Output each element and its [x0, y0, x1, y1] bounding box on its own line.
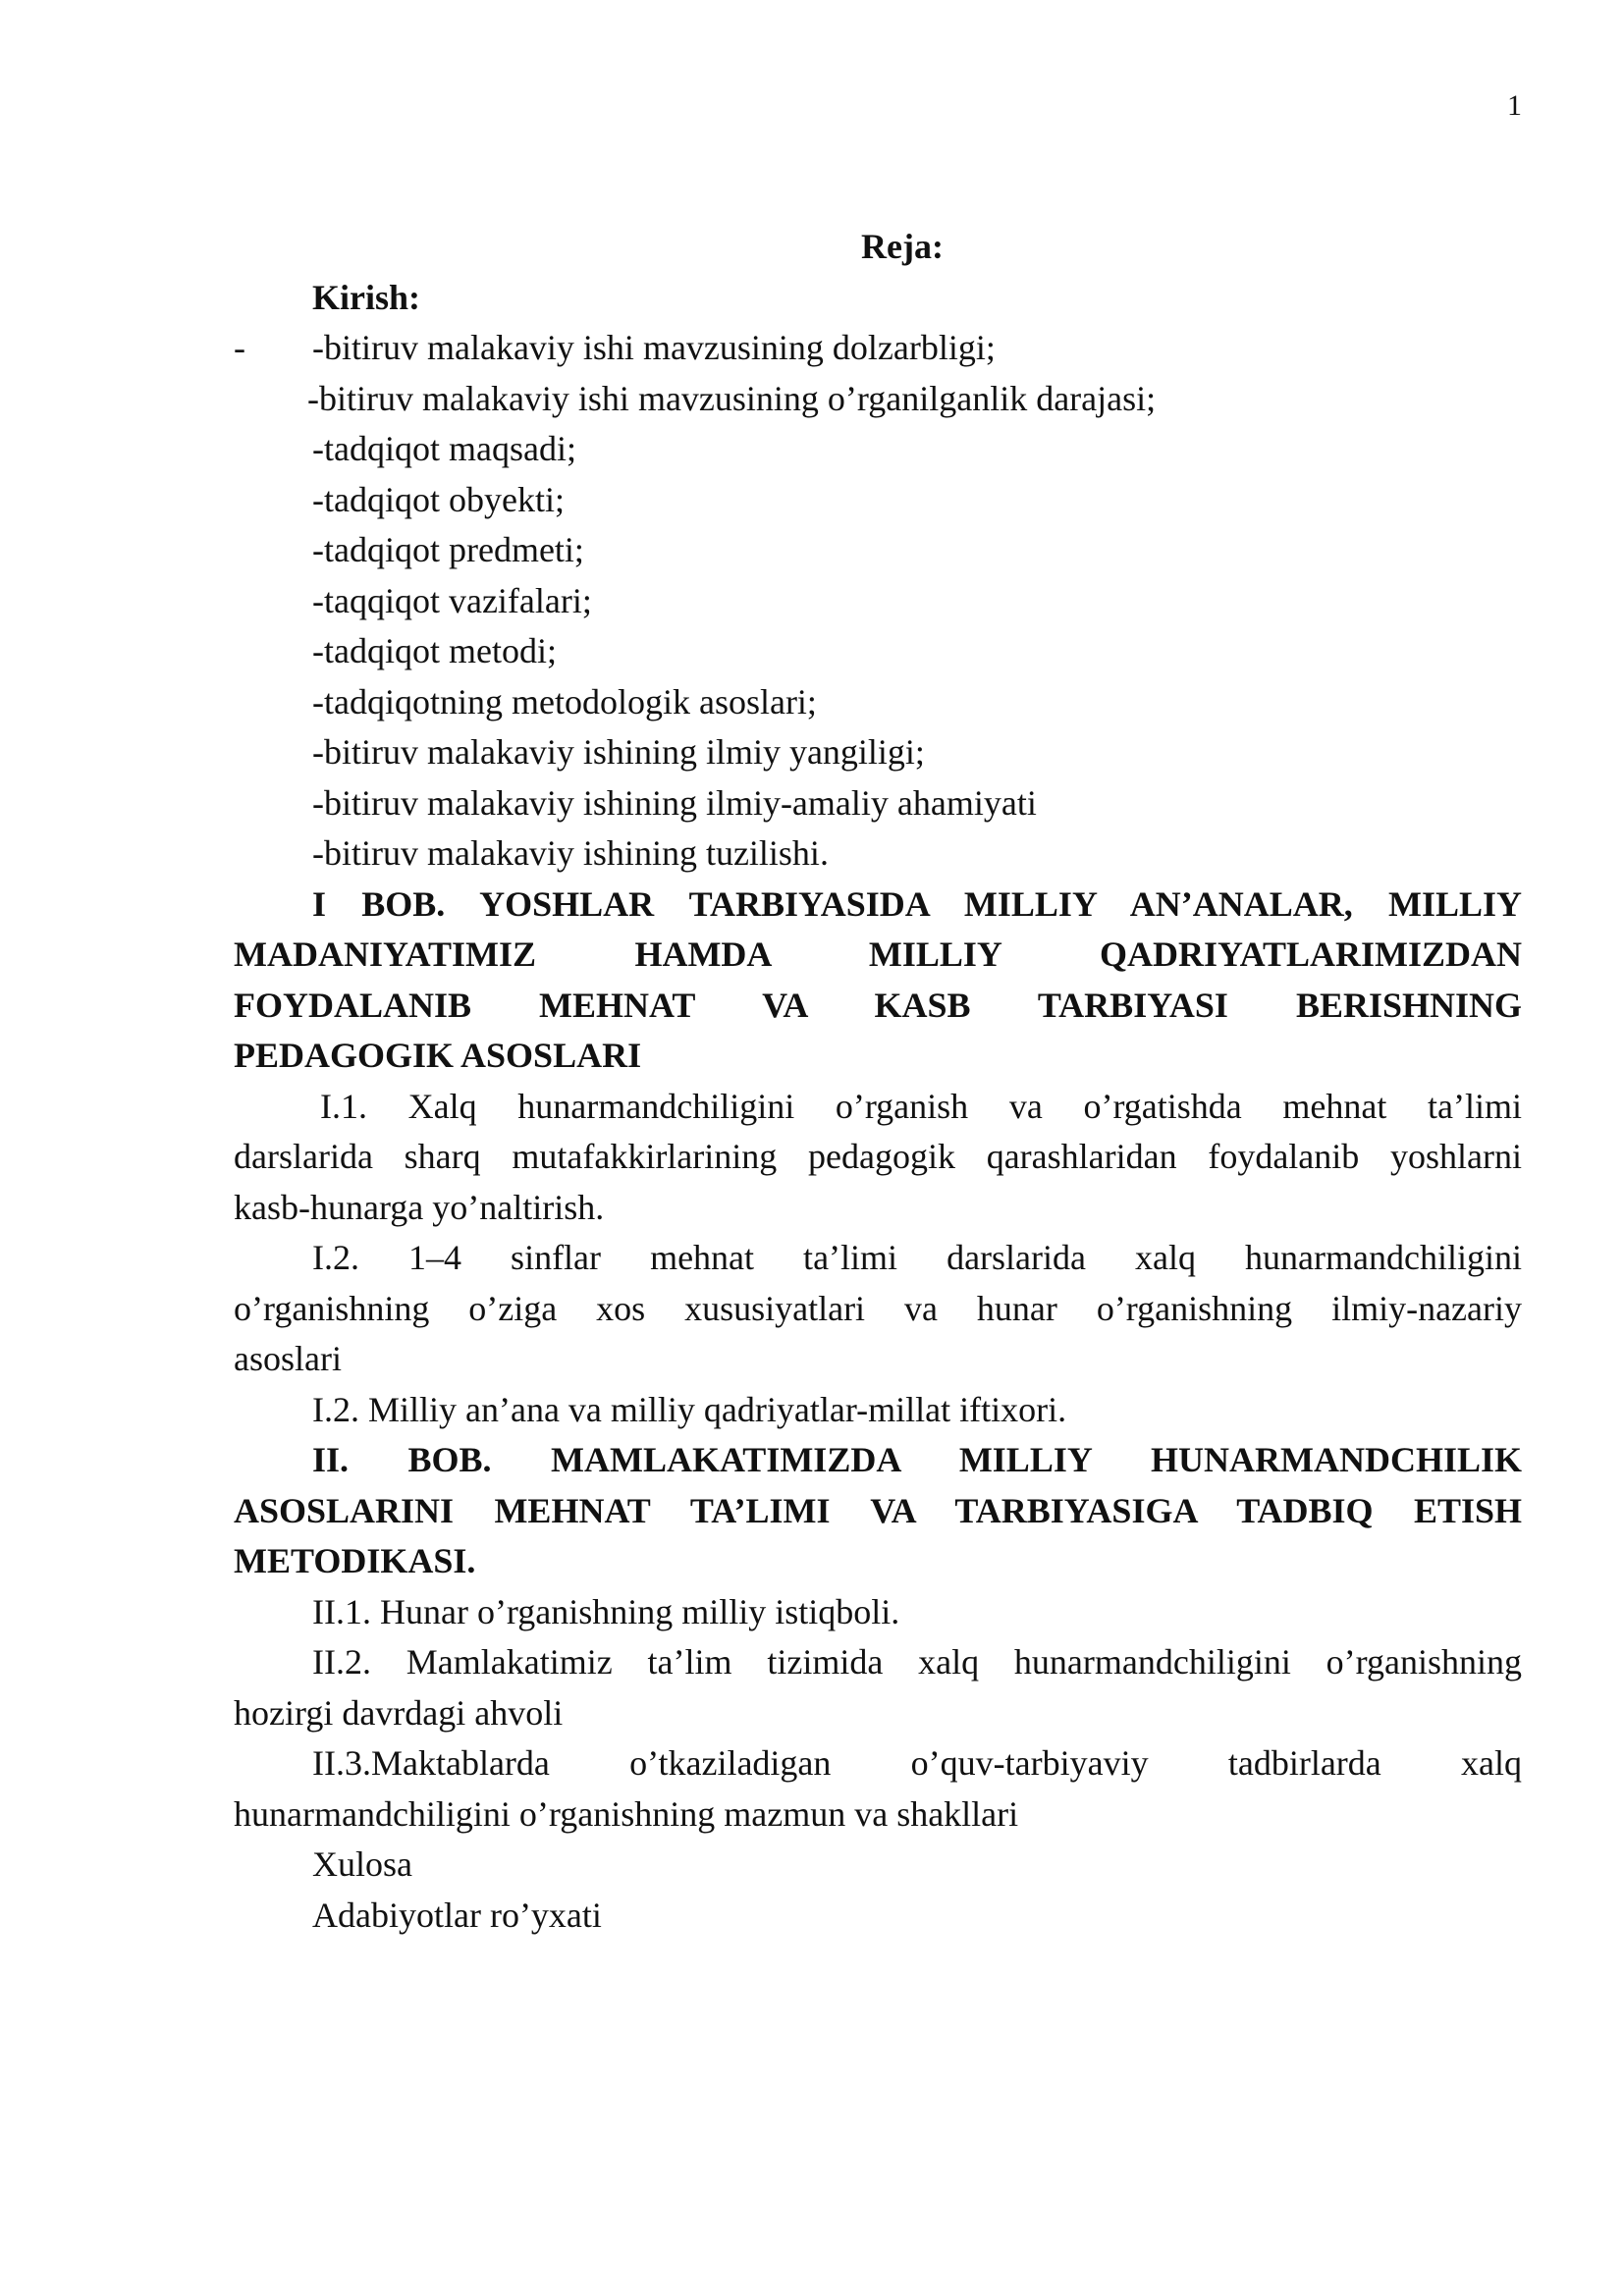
section-1-2 [234, 1233, 1522, 1385]
section-line: I.2. 1–4 sinflar mehnat ta’limi darslarida xalq hunarmandchiligini [312, 1238, 1522, 1277]
intro-item: -bitiruv malakaviy ishining ilmiy-amaliy ahamiyati [312, 782, 1037, 823]
section-line: II.1. Hunar o’rganishning milliy istiqboli. [312, 1591, 900, 1631]
chapter2-heading-line: II. BOB. MAMLAKATIMIZDA MILLIY HUNARMANDCHILIK [312, 1440, 1522, 1479]
intro-item [234, 323, 1522, 374]
page-number: 1 [1507, 89, 1522, 122]
bullet-dash: - [234, 328, 245, 367]
chapter1-heading-line: FOYDALANIB MEHNAT VA KASB TARBIYASI BERISHNING [234, 985, 1522, 1025]
section-line: II.2. Mamlakatimiz ta’lim tizimida xalq hunarmandchiligini o’rganishning [312, 1642, 1522, 1682]
intro-item: -taqqiqot vazifalari; [312, 580, 592, 620]
chapter1-heading-line: PEDAGOGIK ASOSLARI [234, 1036, 642, 1075]
section-1-1 [234, 1082, 1522, 1234]
intro-item: -tadqiqot obyekti; [312, 479, 565, 519]
chapter2-heading-line: ASOSLARINI MEHNAT TA’LIMI VA TARBIYASIGA TADBIQ ETISH [234, 1490, 1522, 1530]
chapter1-heading-line: MADANIYATIMIZ HAMDA MILLIY QADRIYATLARIMIZDAN [234, 934, 1522, 974]
section-line: I.2. Milliy an’ana va milliy qadriyatlar-millat iftixori. [312, 1389, 1067, 1429]
chapter1-heading [234, 880, 1522, 1082]
intro-item: -tadqiqot metodi; [312, 631, 557, 670]
intro-item: -tadqiqot maqsadi; [312, 429, 576, 468]
section-line: I.1. Xalq hunarmandchiligini o’rganish va o’rgatishda mehnat ta’limi [320, 1086, 1522, 1126]
intro-item: -bitiruv malakaviy ishining ilmiy yangiligi; [312, 732, 925, 772]
section-2-3 [234, 1738, 1522, 1840]
section-2-2 [234, 1637, 1522, 1738]
section-line: hunarmandchiligini o’rganishning mazmun va shakllari [234, 1793, 1019, 1834]
section-1-2-b [234, 1385, 1522, 1436]
section-2-1 [234, 1587, 1522, 1638]
section-line: o’rganishning o’ziga xos xususiyatlari va hunar o’rganishning ilmiy-nazariy [234, 1288, 1522, 1328]
intro-item: -bitiruv malakaviy ishi mavzusining o’rganilganlik darajasi; [307, 378, 1157, 418]
chapter1-heading-line: I BOB. YOSHLAR TARBIYASIDA MILLIY AN’ANALAR, MILLIY [312, 883, 1522, 924]
section-line: kasb-hunarga yo’naltirish. [234, 1187, 605, 1227]
section-line: II.3.Maktablarda o’tkaziladigan o’quv-tarbiyaviy tadbirlarda xalq [312, 1743, 1522, 1783]
intro-item: -tadqiqotning metodologik asoslari; [312, 681, 817, 721]
section-line: asoslari [234, 1339, 342, 1378]
conclusion: Xulosa [312, 1844, 412, 1884]
chapter2-heading-line: METODIKASI. [234, 1541, 476, 1580]
intro-item-text: -bitiruv malakaviy ishi mavzusining dolzarbligi; [312, 328, 996, 367]
intro-item: -tadqiqot predmeti; [312, 530, 584, 569]
chapter2-heading [234, 1435, 1522, 1587]
intro-item: -bitiruv malakaviy ishining tuzilishi. [312, 833, 829, 873]
references: Adabiyotlar ro’yxati [312, 1895, 602, 1935]
intro-heading: Kirish: [312, 277, 421, 317]
section-line: darslarida sharq mutafakkirlarining pedagogik qarashlaridan foydalanib yoshlarni [234, 1137, 1522, 1176]
section-line: hozirgi davrdagi ahvoli [234, 1692, 564, 1733]
plan-title: Reja: [861, 227, 944, 266]
plan-content [234, 222, 1522, 1941]
